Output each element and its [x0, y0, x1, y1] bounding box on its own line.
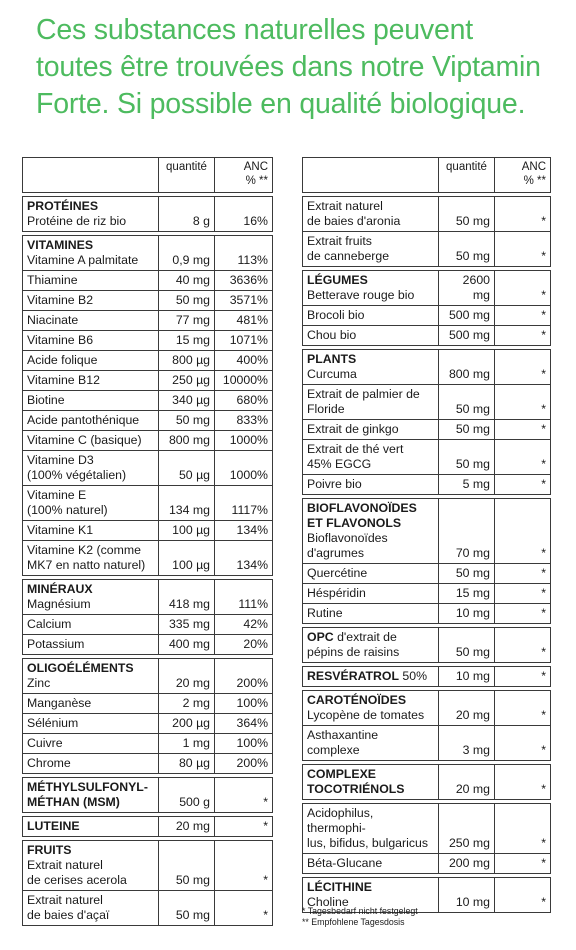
- ingredient-cell: [23, 521, 159, 541]
- ingredient-name: Vitamine C (basique): [27, 433, 142, 447]
- table-row: [303, 604, 551, 624]
- ingredient-name: Vitamine B2: [27, 293, 94, 307]
- ingredient-cell: [303, 326, 439, 346]
- ingredient-name: Lycopène de tomates: [307, 708, 425, 722]
- quantity-cell: 50 mg: [439, 232, 495, 267]
- quantity-cell: 8 g: [159, 197, 215, 232]
- ingredient-cell: [23, 694, 159, 714]
- ingredient-cell: [303, 628, 439, 663]
- ingredient-cell: [303, 726, 439, 761]
- table-row: [303, 271, 551, 306]
- category-heading: LÉGUMES: [307, 273, 368, 287]
- quantity-cell: 70 mg: [439, 499, 495, 564]
- ingredient-cell: [23, 411, 159, 431]
- footnote-daily-need: * Tagesbedarf nicht festgelegt: [302, 906, 418, 916]
- ingredient-name: Vitamine K1: [27, 523, 94, 537]
- ingredient-name: Bioflavonoïdes d'agrumes: [307, 531, 388, 560]
- table-row: [303, 765, 551, 800]
- ingredient-cell: [23, 236, 159, 271]
- quantity-cell: 340 µg: [159, 391, 215, 411]
- table-row: [23, 754, 273, 774]
- ingredient-name: Curcuma: [307, 367, 357, 381]
- anc-cell: 1000%: [215, 451, 273, 486]
- table-row: [23, 391, 273, 411]
- ingredient-name: Chou bio: [307, 328, 357, 342]
- quantity-cell: 50 µg: [159, 451, 215, 486]
- table-row: [23, 431, 273, 451]
- ingredient-name: Extrait fruits de canneberge: [307, 234, 390, 263]
- category-heading: CAROTÉNOÏDES: [307, 693, 407, 707]
- anc-cell: 100%: [215, 734, 273, 754]
- ingredient-cell: [23, 580, 159, 615]
- ingredient-name: Acidophilus, thermophi- lus, bifidus, bulgaricus: [307, 806, 428, 850]
- anc-cell: *: [495, 271, 551, 306]
- table-row: [23, 451, 273, 486]
- table-row: [23, 291, 273, 311]
- anc-cell: *: [495, 306, 551, 326]
- anc-cell: *: [495, 350, 551, 385]
- table-row: [303, 232, 551, 267]
- table-row: [303, 385, 551, 420]
- quantity-cell: 80 µg: [159, 754, 215, 774]
- quantity-cell: 335 mg: [159, 615, 215, 635]
- quantity-cell: 200 µg: [159, 714, 215, 734]
- table-row: [23, 580, 273, 615]
- table-row: [303, 326, 551, 346]
- quantity-cell: 50 mg: [159, 891, 215, 926]
- quantity-cell: 10 mg: [439, 878, 495, 913]
- category-heading: OLIGOÉLÉMENTS: [27, 661, 134, 675]
- ingredient-cell: [23, 371, 159, 391]
- ingredient-cell: [23, 615, 159, 635]
- anc-cell: *: [495, 326, 551, 346]
- ingredient-name: Extrait naturel de cerises acerola: [27, 858, 127, 887]
- quantity-cell: 100 µg: [159, 521, 215, 541]
- anc-cell: 200%: [215, 659, 273, 694]
- quantity-cell: 50 mg: [439, 440, 495, 475]
- table-row: [23, 486, 273, 521]
- ingredient-cell: [303, 584, 439, 604]
- quantity-cell: 5 mg: [439, 475, 495, 495]
- anc-cell: *: [215, 778, 273, 813]
- page-headline: Ces substances naturelles peuvent toutes être trouvées dans notre Viptamin Forte. Si possible en qualité biologique.: [36, 14, 541, 120]
- ingredient-cell: [303, 420, 439, 440]
- category-heading: PROTÉINES: [27, 199, 99, 213]
- ingredient-cell: [303, 854, 439, 874]
- quantity-cell: 1 mg: [159, 734, 215, 754]
- quantity-cell: 15 mg: [159, 331, 215, 351]
- anc-cell: 134%: [215, 541, 273, 576]
- table-header-row: [23, 158, 273, 193]
- ingredient-name: Cuivre: [27, 736, 63, 750]
- ingredient-name: Brocoli bio: [307, 308, 365, 322]
- anc-cell: *: [495, 691, 551, 726]
- quantity-cell: 3 mg: [439, 726, 495, 761]
- quantity-cell: 50 mg: [439, 628, 495, 663]
- table-row: [303, 726, 551, 761]
- table-row: [23, 197, 273, 232]
- ingredient-name-bold: MÉTHYLSULFONYL- MÉTHAN (MSM): [27, 780, 148, 809]
- anc-cell: *: [495, 726, 551, 761]
- ingredient-cell: [303, 197, 439, 232]
- table-row: [303, 440, 551, 475]
- ingredient-cell: [303, 667, 439, 687]
- category-heading: FRUITS: [27, 843, 72, 857]
- table-row: [23, 891, 273, 926]
- quantity-cell: 2600 mg: [439, 271, 495, 306]
- quantity-cell: 40 mg: [159, 271, 215, 291]
- ingredient-name: Acide pantothénique: [27, 413, 140, 427]
- anc-cell: *: [495, 232, 551, 267]
- header-quantity: quantité: [159, 158, 215, 193]
- table-row: [303, 306, 551, 326]
- anc-cell: *: [495, 584, 551, 604]
- ingredient-name: Betterave rouge bio: [307, 288, 415, 302]
- ingredient-cell: [303, 475, 439, 495]
- quantity-cell: 800 mg: [439, 350, 495, 385]
- quantity-cell: 500 g: [159, 778, 215, 813]
- ingredient-name: Extrait naturel de baies d'açaï: [27, 893, 110, 922]
- table-row: [23, 817, 273, 837]
- ingredient-cell: [303, 350, 439, 385]
- ingredient-cell: [303, 271, 439, 306]
- quantity-cell: 20 mg: [159, 659, 215, 694]
- nutrition-table-right: [302, 157, 551, 913]
- ingredient-name: Vitamine B12: [27, 373, 100, 387]
- anc-cell: *: [495, 765, 551, 800]
- ingredient-cell: [23, 659, 159, 694]
- anc-cell: *: [495, 878, 551, 913]
- table-row: [303, 499, 551, 564]
- quantity-cell: 50 mg: [439, 197, 495, 232]
- table-row: [303, 475, 551, 495]
- anc-cell: *: [495, 804, 551, 854]
- ingredient-cell: [23, 841, 159, 891]
- ingredient-cell: [303, 804, 439, 854]
- quantity-cell: 50 mg: [159, 411, 215, 431]
- nutrition-table: [302, 157, 551, 913]
- anc-cell: *: [495, 440, 551, 475]
- table-row: [23, 236, 273, 271]
- ingredient-name: Extrait de thé vert 45% EGCG: [307, 442, 404, 471]
- ingredient-name: Héspéridin: [307, 586, 366, 600]
- anc-cell: *: [495, 854, 551, 874]
- anc-cell: 481%: [215, 311, 273, 331]
- ingredient-name: Biotine: [27, 393, 65, 407]
- ingredient-cell: [303, 440, 439, 475]
- nutrition-table-left: [22, 157, 273, 926]
- ingredient-cell: [23, 331, 159, 351]
- table-row: [303, 804, 551, 854]
- ingredient-cell: [23, 291, 159, 311]
- anc-cell: 111%: [215, 580, 273, 615]
- table-row: [23, 635, 273, 655]
- ingredient-cell: [303, 499, 439, 564]
- quantity-cell: 250 mg: [439, 804, 495, 854]
- anc-cell: 1117%: [215, 486, 273, 521]
- quantity-cell: 50 mg: [439, 564, 495, 584]
- category-heading: LÉCITHINE: [307, 880, 372, 894]
- table-row: [303, 197, 551, 232]
- quantity-cell: 500 mg: [439, 306, 495, 326]
- quantity-cell: 20 mg: [439, 691, 495, 726]
- quantity-cell: 200 mg: [439, 854, 495, 874]
- ingredient-name: Acide folique: [27, 353, 98, 367]
- ingredient-name: Manganèse: [27, 696, 92, 710]
- anc-cell: 1000%: [215, 431, 273, 451]
- nutrition-table: [22, 157, 273, 926]
- ingredient-name: Zinc: [27, 676, 51, 690]
- category-heading: BIOFLAVONOÏDES ET FLAVONOLS: [307, 501, 417, 530]
- ingredient-cell: [23, 271, 159, 291]
- anc-cell: 10000%: [215, 371, 273, 391]
- table-row: [23, 694, 273, 714]
- ingredient-cell: [303, 564, 439, 584]
- anc-cell: 364%: [215, 714, 273, 734]
- header-blank: [23, 158, 159, 193]
- ingredient-cell: [23, 714, 159, 734]
- ingredient-name-bold: OPC: [307, 630, 334, 644]
- table-row: [23, 311, 273, 331]
- table-row: [303, 420, 551, 440]
- ingredient-name: Quercétine: [307, 566, 368, 580]
- ingredient-name: Extrait naturel de baies d'aronia: [307, 199, 401, 228]
- ingredient-name-tail: d'extrait de pépins de raisins: [307, 630, 400, 659]
- ingredient-name: Choline: [307, 895, 349, 909]
- category-heading: PLANTS: [307, 352, 357, 366]
- ingredient-cell: [303, 691, 439, 726]
- anc-cell: 680%: [215, 391, 273, 411]
- ingredient-name: Magnésium: [27, 597, 91, 611]
- anc-cell: 113%: [215, 236, 273, 271]
- ingredient-name: Calcium: [27, 617, 72, 631]
- ingredient-name: Niacinate: [27, 313, 79, 327]
- ingredient-cell: [23, 541, 159, 576]
- quantity-cell: 10 mg: [439, 604, 495, 624]
- ingredient-name: Extrait de ginkgo: [307, 422, 399, 436]
- ingredient-cell: [303, 306, 439, 326]
- ingredient-name: Vitamine A palmitate: [27, 253, 139, 267]
- quantity-cell: 50 mg: [439, 385, 495, 420]
- ingredient-cell: [23, 391, 159, 411]
- anc-cell: *: [495, 197, 551, 232]
- header-quantity: quantité: [439, 158, 495, 193]
- anc-cell: 833%: [215, 411, 273, 431]
- ingredient-name: Chrome: [27, 756, 71, 770]
- anc-cell: *: [495, 499, 551, 564]
- quantity-cell: 20 mg: [159, 817, 215, 837]
- table-row: [303, 628, 551, 663]
- quantity-cell: 77 mg: [159, 311, 215, 331]
- ingredient-cell: [23, 635, 159, 655]
- ingredient-cell: [23, 351, 159, 371]
- table-row: [303, 564, 551, 584]
- ingredient-name: Asthaxantine complexe: [307, 728, 379, 757]
- anc-cell: *: [495, 385, 551, 420]
- ingredient-name: Béta-Glucane: [307, 856, 383, 870]
- header-anc: ANC % **: [495, 158, 551, 193]
- ingredient-name: Potassium: [27, 637, 85, 651]
- anc-cell: 3636%: [215, 271, 273, 291]
- anc-cell: 42%: [215, 615, 273, 635]
- ingredient-cell: [23, 817, 159, 837]
- quantity-cell: 250 µg: [159, 371, 215, 391]
- ingredient-cell: [23, 778, 159, 813]
- table-row: [23, 371, 273, 391]
- quantity-cell: 20 mg: [439, 765, 495, 800]
- table-row: [23, 778, 273, 813]
- anc-cell: *: [495, 604, 551, 624]
- ingredient-cell: [23, 451, 159, 486]
- ingredient-cell: [23, 754, 159, 774]
- quantity-cell: 500 mg: [439, 326, 495, 346]
- table-row: [303, 691, 551, 726]
- ingredient-name: Vitamine B6: [27, 333, 94, 347]
- anc-cell: *: [495, 475, 551, 495]
- ingredient-cell: [303, 385, 439, 420]
- anc-cell: 16%: [215, 197, 273, 232]
- quantity-cell: 100 µg: [159, 541, 215, 576]
- table-row: [23, 521, 273, 541]
- ingredient-name-bold: LUTEINE: [27, 819, 80, 833]
- quantity-cell: 400 mg: [159, 635, 215, 655]
- anc-cell: *: [215, 891, 273, 926]
- ingredient-name: Rutine: [307, 606, 343, 620]
- ingredient-cell: [303, 232, 439, 267]
- header-blank: [303, 158, 439, 193]
- table-row: [23, 714, 273, 734]
- category-heading: VITAMINES: [27, 238, 94, 252]
- quantity-cell: 0,9 mg: [159, 236, 215, 271]
- anc-cell: 1071%: [215, 331, 273, 351]
- anc-cell: *: [495, 564, 551, 584]
- ingredient-name: Poivre bio: [307, 477, 362, 491]
- ingredient-cell: [23, 734, 159, 754]
- anc-cell: *: [495, 420, 551, 440]
- ingredient-name-bold: RESVÉRATROL: [307, 669, 400, 683]
- ingredient-name: Vitamine E (100% naturel): [27, 488, 108, 517]
- table-row: [23, 734, 273, 754]
- anc-cell: 400%: [215, 351, 273, 371]
- ingredient-name-bold: COMPLEXE TOCOTRIÉNOLS: [307, 767, 405, 796]
- table-row: [23, 615, 273, 635]
- ingredient-cell: [23, 486, 159, 521]
- table-row: [23, 541, 273, 576]
- anc-cell: 20%: [215, 635, 273, 655]
- header-anc: ANC % **: [215, 158, 273, 193]
- table-row: [303, 667, 551, 687]
- anc-cell: *: [215, 817, 273, 837]
- footnote-recommended-dose: ** Empfohlene Tagesdosis: [302, 917, 405, 927]
- ingredient-name: Vitamine K2 (comme MK7 en natto naturel): [27, 543, 146, 572]
- ingredient-cell: [23, 891, 159, 926]
- ingredient-name: Vitamine D3 (100% végétalien): [27, 453, 127, 482]
- ingredient-name: Sélénium: [27, 716, 79, 730]
- ingredient-cell: [303, 604, 439, 624]
- table-header-row: [303, 158, 551, 193]
- ingredient-name: Extrait de palmier de Floride: [307, 387, 420, 416]
- table-row: [23, 659, 273, 694]
- table-row: [303, 350, 551, 385]
- category-heading: MINÉRAUX: [27, 582, 93, 596]
- anc-cell: 3571%: [215, 291, 273, 311]
- table-row: [23, 271, 273, 291]
- anc-cell: *: [215, 841, 273, 891]
- table-row: [303, 854, 551, 874]
- anc-cell: *: [495, 667, 551, 687]
- footnotes: [302, 906, 418, 928]
- quantity-cell: 15 mg: [439, 584, 495, 604]
- table-row: [23, 351, 273, 371]
- quantity-cell: 50 mg: [159, 291, 215, 311]
- quantity-cell: 50 mg: [159, 841, 215, 891]
- quantity-cell: 10 mg: [439, 667, 495, 687]
- anc-cell: 200%: [215, 754, 273, 774]
- ingredient-cell: [23, 311, 159, 331]
- anc-cell: *: [495, 628, 551, 663]
- quantity-cell: 50 mg: [439, 420, 495, 440]
- table-row: [303, 584, 551, 604]
- ingredient-cell: [303, 765, 439, 800]
- ingredient-name: Protéine de riz bio: [27, 214, 127, 228]
- ingredient-cell: [23, 431, 159, 451]
- table-row: [23, 331, 273, 351]
- anc-cell: 134%: [215, 521, 273, 541]
- anc-cell: 100%: [215, 694, 273, 714]
- ingredient-name-tail: 50%: [399, 669, 428, 683]
- quantity-cell: 2 mg: [159, 694, 215, 714]
- table-row: [23, 841, 273, 891]
- table-row: [23, 411, 273, 431]
- quantity-cell: 800 µg: [159, 351, 215, 371]
- ingredient-cell: [23, 197, 159, 232]
- quantity-cell: 134 mg: [159, 486, 215, 521]
- quantity-cell: 418 mg: [159, 580, 215, 615]
- ingredient-name: Thiamine: [27, 273, 78, 287]
- quantity-cell: 800 mg: [159, 431, 215, 451]
